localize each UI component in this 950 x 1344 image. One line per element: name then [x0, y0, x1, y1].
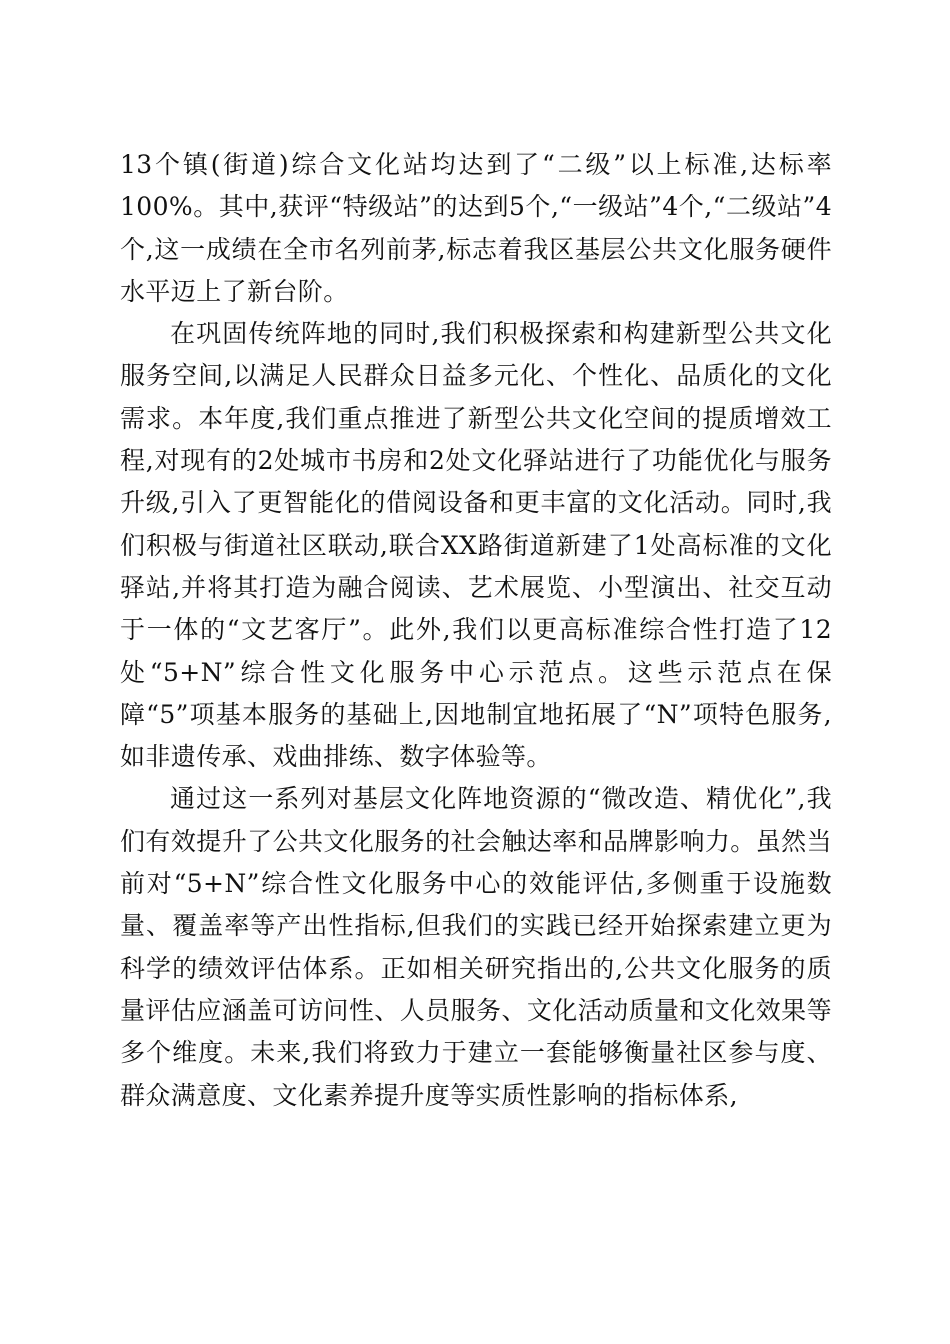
paragraph-evaluation-system: 通过这一系列对基层文化阵地资源的“微改造、精优化”,我们有效提升了公共文化服务的社会触达率和品牌影响力。虽然当前对“5+N”综合性文化服务中心的效能评估,多侧重于设施数量、覆盖率等产出性指标,但我们的实践已经开始探索建立更为科学的绩效评估体系。正如相关研究指出的,公共文化服务的质量评估应涵盖可访问性、人员服务、文化活动质量和文化效果等多个维度。未来,我们将致力于建立一套能够衡量社区参与度、群众满意度、文化素养提升度等实质性影响的指标体系, — [120, 784, 832, 1110]
paragraph-continuation: 13个镇(街道)综合文化站均达到了“二级”以上标准,达标率100%。其中,获评“特级站”的达到5个,“一级站”4个,“二级站”4个,这一成绩在全市名列前茅,标志着我区基层公共文化服务硬件水平迈上了新台阶。 — [120, 150, 832, 306]
paragraph-new-cultural-spaces: 在巩固传统阵地的同时,我们积极探索和构建新型公共文化服务空间,以满足人民群众日益多元化、个性化、品质化的文化需求。本年度,我们重点推进了新型公共文化空间的提质增效工程,对现有的2处城市书房和2处文化驿站进行了功能优化与服务升级,引入了更智能化的借阅设备和更丰富的文化活动。同时,我们积极与街道社区联动,联合XX路街道新建了1处高标准的文化驿站,并将其打造为融合阅读、艺术展览、小型演出、社交互动于一体的“文艺客厅”。此外,我们以更高标准综合性打造了12处“5+N”综合性文化服务中心示范点。这些示范点在保障“5”项基本服务的基础上,因地制宜地拓展了“N”项特色服务,如非遗传承、戏曲排练、数字体验等。 — [120, 319, 832, 772]
document-body — [120, 144, 832, 1117]
